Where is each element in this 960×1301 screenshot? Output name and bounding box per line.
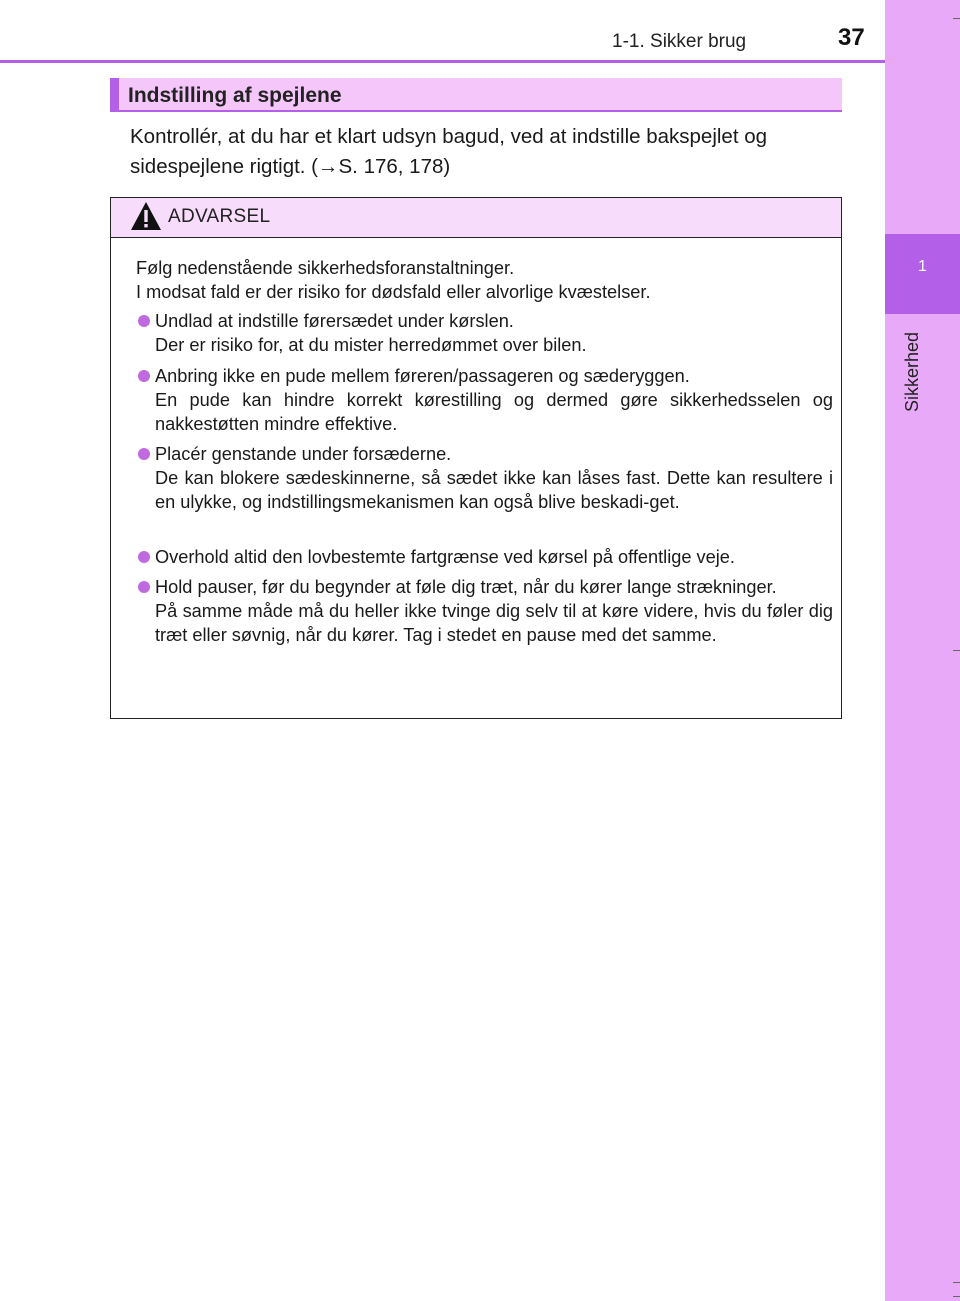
bullet-icon — [138, 370, 150, 382]
warning-item — [155, 442, 833, 515]
warning-item-heading: Undlad at indstille førersædet under kørslen. — [155, 311, 514, 331]
header-rule — [0, 60, 885, 63]
warning-item-body: Der er risiko for, at du mister herredømmet over bilen. — [155, 335, 587, 356]
header-section-title: 1-1. Sikker brug — [612, 31, 747, 52]
warning-item-body: De kan blokere sædeskinnerne, så sædet ikke kan låses fast. Dette kan resultere i en ulykke, og indstillingsmekanismen kan også blive beskadi-get. — [155, 468, 833, 513]
bullet-icon — [138, 581, 150, 593]
warning-title: ADVARSEL — [168, 206, 271, 227]
crop-mark — [953, 1282, 960, 1283]
warning-intro-line: I modsat fald er der risiko for dødsfald eller alvorlige kvæstelser. — [136, 282, 651, 303]
warning-item-heading: Placér genstande under forsæderne. — [155, 444, 452, 464]
crop-mark — [953, 18, 960, 19]
warning-intro — [136, 256, 836, 304]
warning-intro-line: Følg nedenstående sikkerhedsforanstaltninger. — [136, 258, 515, 278]
chapter-tab-number: 1 — [918, 258, 927, 275]
warning-item — [155, 575, 833, 648]
warning-item-heading: Anbring ikke en pude mellem føreren/passageren og sæderyggen. — [155, 366, 690, 386]
section-title: Indstilling af spejlene — [128, 84, 342, 107]
warning-item — [155, 364, 833, 437]
chapter-tab-label: Sikkerhed — [902, 331, 922, 412]
warning-item-body: En pude kan hindre korrekt kørestilling og dermed gøre sikkerhedsselen og nakkestøtten mindre effektive. — [155, 390, 833, 435]
warning-item — [155, 545, 833, 569]
crop-mark — [953, 650, 960, 651]
section-intro: Kontrollér, at du har et klart udsyn bagud, ved at indstille bakspejlet og sidespejlene rigtigt. (→S. 176, 178) — [130, 125, 768, 178]
bullet-icon — [138, 551, 150, 563]
crop-mark — [953, 1296, 960, 1297]
side-bar — [885, 0, 960, 1301]
warning-item-body: På samme måde må du heller ikke tvinge dig selv til at køre videre, hvis du føler dig træt eller søvnig, når du kører. Tag i stedet en pause med det samme. — [155, 601, 833, 646]
bullet-icon — [138, 448, 150, 460]
warning-item-heading: Overhold altid den lovbestemte fartgrænse ved kørsel på offentlige veje. — [155, 547, 735, 567]
warning-item-heading: Hold pauser, før du begynder at føle dig træt, når du kører lange strækninger. — [155, 577, 777, 597]
bullet-icon — [138, 315, 150, 327]
warning-triangle-icon — [130, 201, 162, 231]
warning-item — [155, 309, 833, 357]
page-number: 37 — [838, 24, 865, 51]
